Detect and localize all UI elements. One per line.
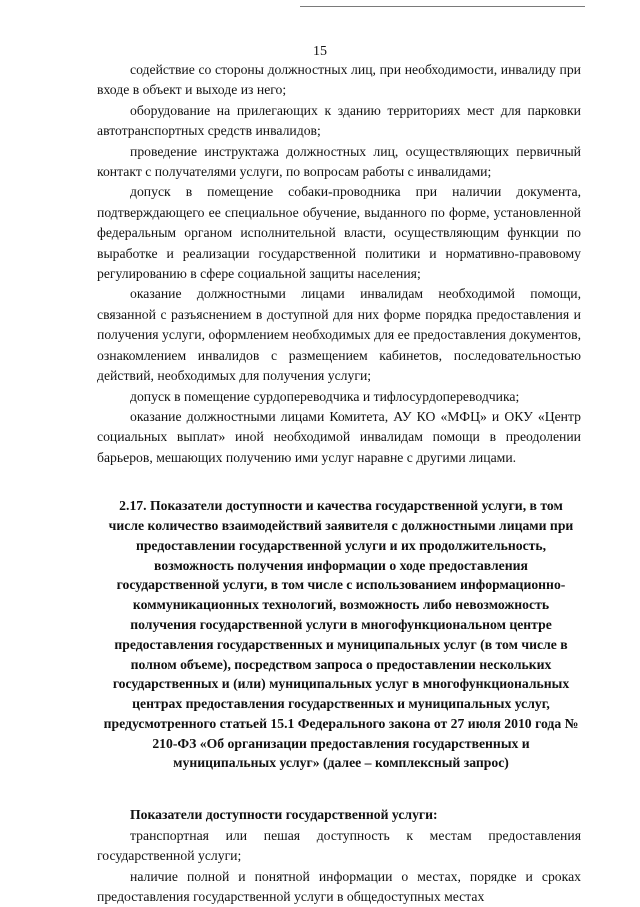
paragraph-transport-access: транспортная или пешая доступность к местам предоставления государственной услуги; <box>97 826 581 867</box>
paragraph-information-access: наличие полной и понятной информации о местах, порядке и сроках предоставления государственной услуги в общедоступных местах <box>97 867 581 907</box>
section-spacer <box>97 773 581 805</box>
document-body <box>97 60 581 907</box>
section-spacer <box>97 468 581 496</box>
paragraph-other-help: оказание должностными лицами Комитета, АУ КО «МФЦ» и ОКУ «Центр социальных выплат» иной необходимой инвалидам помощи в преодолении барьеров, мешающих получению ими услуг наравне с другими лицами. <box>97 407 581 468</box>
paragraph-staff-briefing: проведение инструктажа должностных лиц, осуществляющих первичный контакт с получателями услуги, по вопросам работы с инвалидами; <box>97 142 581 183</box>
section-heading-2-17: 2.17. Показатели доступности и качества государственной услуги, в том числе количество взаимодействий заявителя с должностными лицами при предоставлении государственной услуги и их продолжительность, возможность получения информации о ходе предоставления государственной услуги, в том числе с использованием информационно-коммуникационных технологий, возможность либо невозможность получения государственной услуги в многофункциональном центре предоставления государственных и муниципальных услуг (в том числе в полном объеме), посредством запроса о предоставлении нескольких государственных и (или) муниципальных услуг в многофункциональных центрах предоставления государственных и муниципальных услуг, предусмотренного статьей 15.1 Федерального закона от 27 июля 2010 года № 210-ФЗ «Об организации предоставления государственных и муниципальных услуг» (далее – комплексный запрос) <box>97 496 581 773</box>
paragraph-staff-help: оказание должностными лицами инвалидам необходимой помощи, связанной с разъяснением в доступной для них форме порядка предоставления и получения услуги, оформлением необходимых для ее предоставления документов, ознакомлением инвалидов с размещением кабинетов, последовательностью действий, необходимых для получения услуги; <box>97 284 581 386</box>
top-scan-rule <box>300 6 585 7</box>
paragraph-sign-interpreter: допуск в помещение сурдопереводчика и тифлосурдопереводчика; <box>97 387 581 407</box>
paragraph-guide-dog: допуск в помещение собаки-проводника при наличии документа, подтверждающего ее специальное обучение, выданного по форме, установленной федеральным органом исполнительной власти, осуществляющим функции по выработке и реализации государственной политики и нормативно-правовому регулированию в сфере социальной защиты населения; <box>97 182 581 284</box>
paragraph-assistance-entry: содействие со стороны должностных лиц, при необходимости, инвалиду при входе в объект и выходе из него; <box>97 60 581 101</box>
subheading-availability-indicators: Показатели доступности государственной услуги: <box>97 805 581 825</box>
paragraph-parking: оборудование на прилегающих к зданию территориях мест для парковки автотранспортных средств инвалидов; <box>97 101 581 142</box>
page-number: 15 <box>0 44 640 60</box>
